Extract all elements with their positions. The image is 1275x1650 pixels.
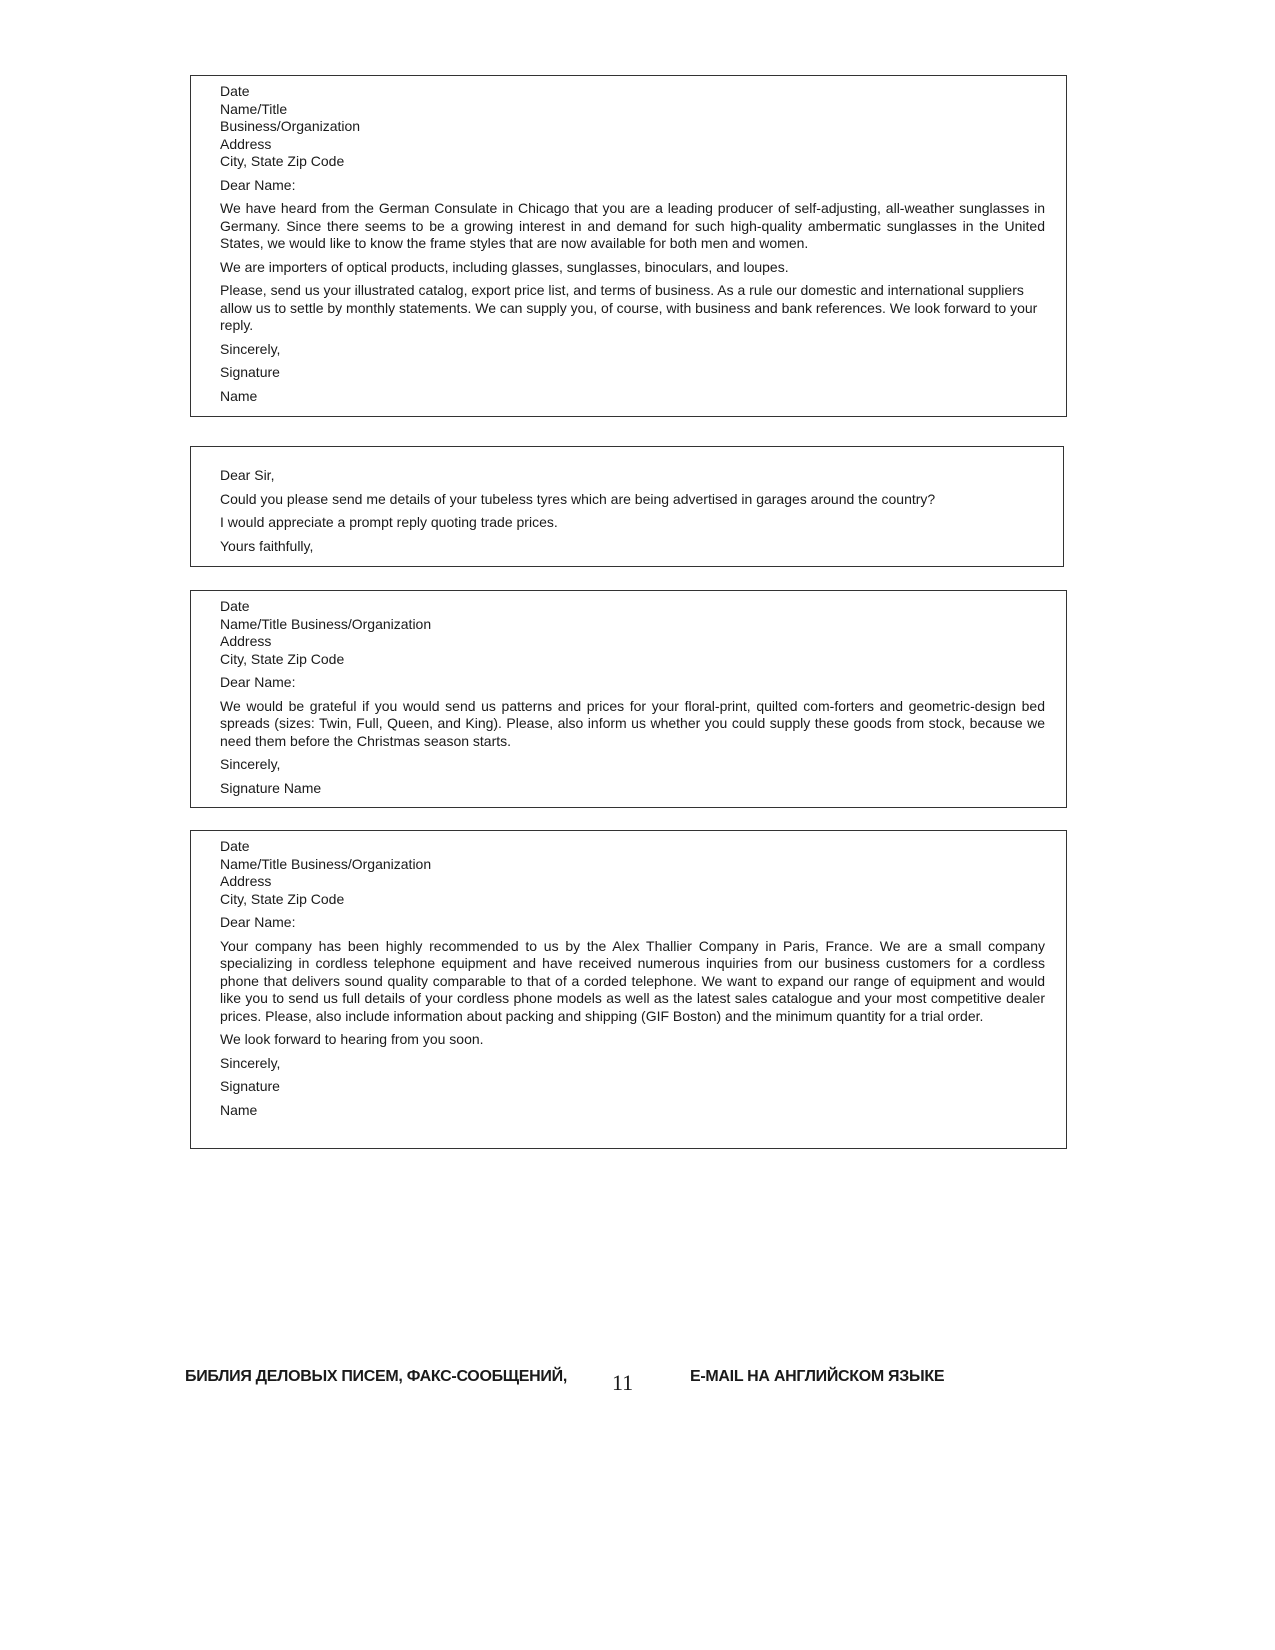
header-date: Date: [220, 598, 250, 614]
closing: Sincerely,: [220, 756, 281, 772]
footer-title-right: E-MAIL НА АНГЛИЙСКОМ ЯЗЫКЕ: [690, 1368, 945, 1385]
paragraph: Your company has been highly recommended to us by the Alex Thallier Company in Paris, France. We are a small company specializing in cordless telephone equipment and have received numerous inquiries from our business customers for a cordless phone that delivers sound quality comparable to that of a corded telephone. We want to expand our range of equipment and would like you to send us full details of your cordless phone models as well as the latest sales catalogue and your most competitive dealer prices. Please, also include information about packing and shipping (GIF Boston) and the minimum quantity for a trial order.: [220, 937, 1045, 1024]
letter-1: [190, 75, 1067, 417]
footer-title-left: БИБЛИЯ ДЕЛОВЫХ ПИСЕМ, ФАКС-СООБЩЕНИЙ,: [185, 1368, 567, 1385]
signer-name: Name: [220, 387, 258, 404]
letter-3: [190, 590, 1067, 808]
header-date: Date: [220, 83, 250, 99]
paragraph: We would be grateful if you would send us patterns and prices for your floral-print, quilted com-forters and geometric-design bed spreads (sizes: Twin, Full, Queen, and King). Please, also inform us whether you could supply these goods from stock, because we need them before the Christmas season starts.: [220, 697, 1045, 749]
header-city: City, State Zip Code: [220, 153, 345, 169]
closing: Sincerely,: [220, 340, 281, 357]
salutation: Dear Name:: [220, 176, 296, 193]
paragraph: We are importers of optical products, including glasses, sunglasses, binoculars, and loupes.: [220, 258, 789, 275]
header-date: Date: [220, 838, 250, 854]
header-city: City, State Zip Code: [220, 890, 345, 907]
page-number: 11: [612, 1370, 634, 1395]
signer-name: Name: [220, 1101, 258, 1118]
signature: Signature: [220, 1078, 280, 1094]
header-name-title: Name/Title Business/Organization: [220, 615, 432, 632]
salutation: Dear Name:: [220, 674, 296, 690]
signature: Signature: [220, 364, 280, 380]
header-business: Business/Organization: [220, 118, 361, 134]
letter-2: [190, 446, 1064, 567]
header-city: City, State Zip Code: [220, 650, 345, 667]
salutation: Dear Sir,: [220, 467, 275, 483]
paragraph: We have heard from the German Consulate in Chicago that you are a leading producer of self-adjusting, all-weather sunglasses in Germany. Since there seems to be a growing interest in and demand for such high-quality ambermatic sunglasses in the United States, we would like to know the frame styles that are now available for both men and women.: [220, 200, 1045, 251]
header-address: Address: [220, 633, 272, 649]
header-name-title: Name/Title Business/Organization: [220, 855, 432, 872]
header-address: Address: [220, 873, 272, 889]
signature-name: Signature Name: [220, 779, 322, 796]
paragraph: We look forward to hearing from you soon.: [220, 1031, 484, 1047]
header-address: Address: [220, 135, 272, 152]
header-name-title: Name/Title: [220, 100, 288, 117]
paragraph: Please, send us your illustrated catalog, export price list, and terms of business. As a rule our domestic and international suppliers allow us to settle by monthly statements. We can supply you, of course, with business and bank references. We look forward to your reply.: [220, 282, 1038, 333]
salutation: Dear Name:: [220, 914, 296, 930]
closing: Sincerely,: [220, 1054, 281, 1071]
letter-4: [190, 830, 1067, 1149]
paragraph: I would appreciate a prompt reply quoting trade prices.: [220, 514, 558, 530]
paragraph: Could you please send me details of your tubeless tyres which are being advertised in garages around the country?: [220, 490, 936, 507]
closing: Yours faithfully,: [220, 537, 314, 554]
